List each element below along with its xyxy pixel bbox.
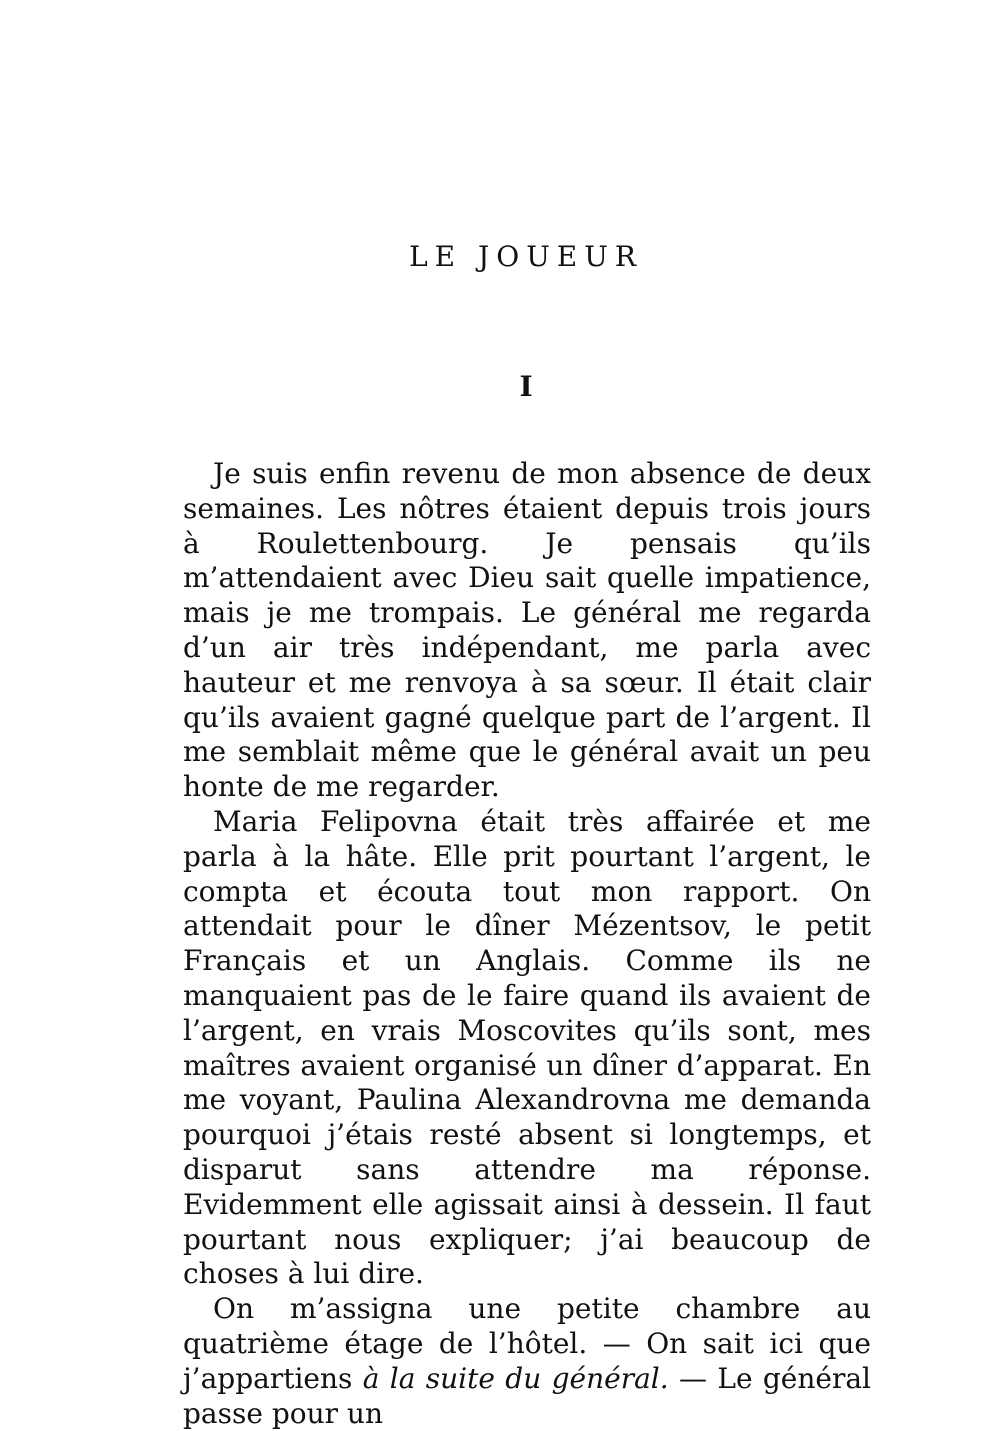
chapter-number: I (519, 370, 533, 403)
paragraph-3-text-start: On m’assigna une petite chambre au quatrième étage de l’hôtel. — On sait ici que j’appartiens (183, 1292, 871, 1395)
paragraph-2: Maria Felipovna était très affairée et me parla à la hâte. Elle prit pourtant l’argent, le compta et écouta tout mon rapport. On attendait pour le dîner Mézentsov, le petit Français et un Anglais. Comme ils ne manquaient pas de le faire quand ils avaient de l’argent, en vrais Moscovites qu’ils sont, mes maîtres avaient organisé un dîner d’apparat. En me voyant, Paulina Alexandrovna me demanda pourquoi j’étais resté absent si longtemps, et disparut sans attendre ma réponse. Evidemment elle agissait ainsi à dessein. Il faut pourtant nous expliquer; j’ai beaucoup de choses à lui dire. (183, 804, 871, 1291)
book-title: LE JOUEUR (409, 240, 643, 273)
paragraph-3 (183, 1292, 871, 1431)
paragraph-3-text-end: — Le général passe pour un (183, 1361, 871, 1430)
paragraph-3-italic-phrase: à la suite du général. (362, 1361, 669, 1395)
chapter-body (183, 457, 871, 1431)
paragraph-1: Je suis enfin revenu de mon absence de deux semaines. Les nôtres étaient depuis trois jours à Roulettenbourg. Je pensais qu’ils m’attendaient avec Dieu sait quelle impatience, mais je me trompais. Le général me regarda d’un air très indépendant, me parla avec hauteur et me renvoya à sa sœur. Il était clair qu’ils avaient gagné quelque part de l’argent. Il me semblait même que le général avait un peu honte de me regarder. (183, 457, 871, 804)
